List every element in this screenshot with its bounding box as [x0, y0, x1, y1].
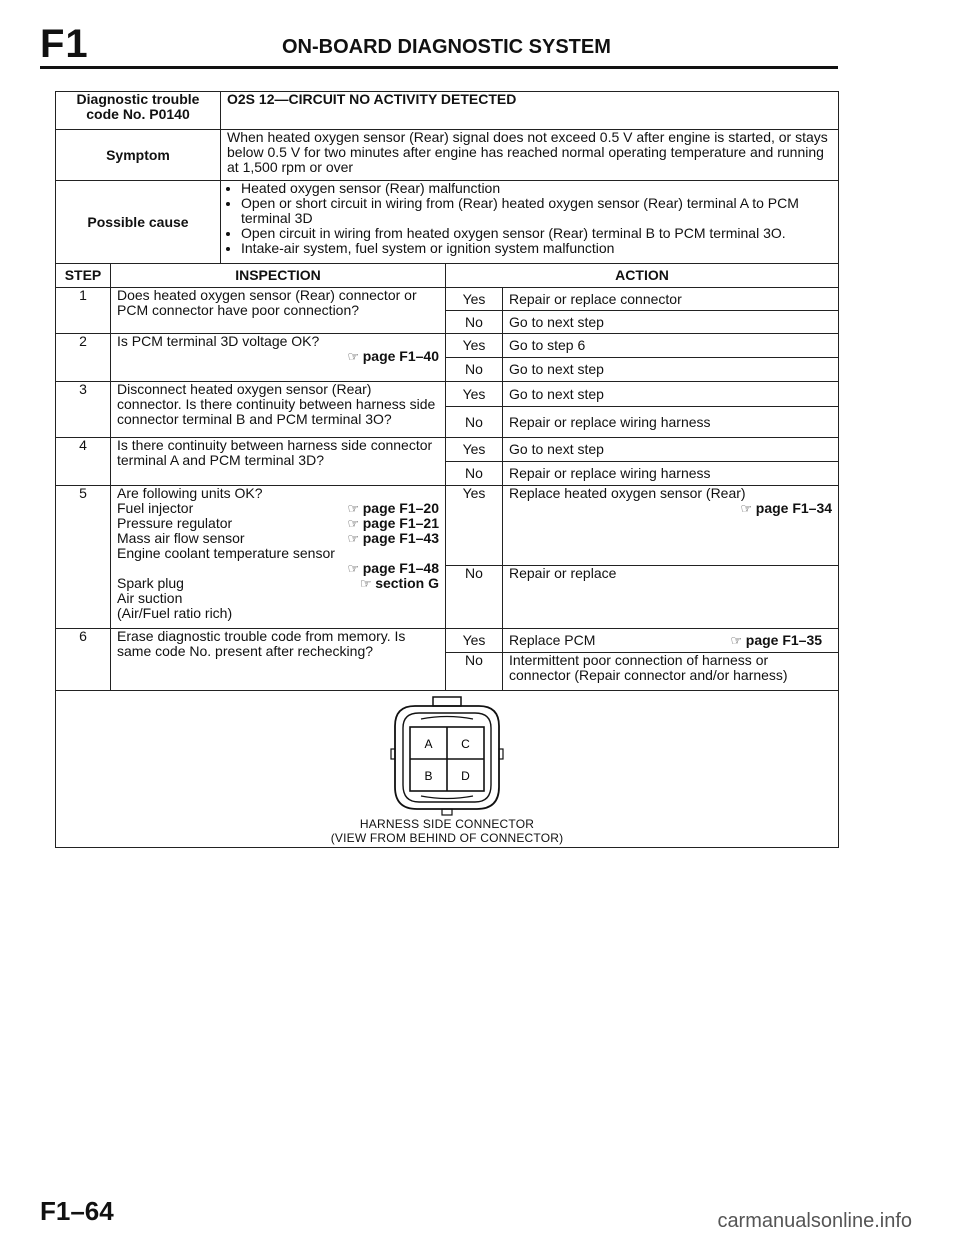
terminal-label: A	[424, 737, 433, 751]
step-inspection: Is there continuity between harness side connector terminal A and PCM terminal 3D?	[111, 438, 446, 486]
no-action: Repair or replace wiring harness	[503, 407, 839, 438]
col-action: ACTION	[446, 264, 839, 288]
page-ref: ☞ page F1–34	[740, 500, 832, 516]
terminal-label: D	[461, 769, 470, 783]
page-ref: ☞ page F1–35	[730, 633, 822, 648]
yes-label: Yes	[446, 382, 503, 407]
diagnostic-table	[55, 91, 839, 848]
terminal-label: C	[461, 737, 470, 751]
no-action: Repair or replace wiring harness	[503, 462, 839, 486]
cause-label: Possible cause	[56, 181, 221, 264]
step-number: 1	[56, 288, 111, 334]
no-action: Intermittent poor connection of harness or connector (Repair connector and/or harness)	[503, 653, 839, 691]
col-step: STEP	[56, 264, 111, 288]
no-action: Go to next step	[503, 358, 839, 382]
step-inspection-cell	[111, 486, 446, 629]
step-inspection: Erase diagnostic trouble code from memory. Is same code No. present after rechecking?	[111, 629, 446, 691]
yes-action: Go to next step	[503, 438, 839, 462]
yes-action: Go to next step	[503, 382, 839, 407]
col-inspection: INSPECTION	[111, 264, 446, 288]
step-inspection: Is PCM terminal 3D voltage OK?	[117, 333, 320, 349]
page-title: ON-BOARD DIAGNOSTIC SYSTEM	[282, 36, 611, 58]
connector-diagram-icon	[377, 695, 517, 817]
page-ref: ☞ page F1–20	[347, 501, 439, 516]
unit-name: Air suction	[117, 590, 183, 606]
cause-item: • Open or short circuit in wiring from (Rear) heated oxygen sensor (Rear) terminal A to PCM terminal 3D	[241, 196, 832, 226]
connector-cell	[56, 691, 839, 848]
step-number: 3	[56, 382, 111, 438]
header-rule	[40, 66, 838, 69]
symptom-text: When heated oxygen sensor (Rear) signal does not exceed 0.5 V after engine is started, or stays below 0.5 V for two minutes after engine has reached normal operating temperature and running at 1,500 rpm or over	[221, 130, 839, 181]
unit-name: (Air/Fuel ratio rich)	[117, 605, 233, 621]
unit-row	[117, 576, 439, 591]
step-inspection-cell	[111, 334, 446, 382]
cause-cell	[221, 181, 839, 264]
yes-label: Yes	[446, 438, 503, 462]
cause-item: • Intake-air system, fuel system or ignition system malfunction	[241, 241, 832, 256]
yes-action: Replace heated oxygen sensor (Rear)	[509, 485, 746, 501]
yes-action: Go to step 6	[503, 334, 839, 358]
connector-caption: HARNESS SIDE CONNECTOR	[359, 817, 535, 831]
connector-caption: (VIEW FROM BEHIND OF CONNECTOR)	[330, 831, 564, 845]
no-label: No	[446, 653, 503, 691]
no-label: No	[446, 311, 503, 334]
dtc-label: Diagnostic trouble code No. P0140	[56, 92, 221, 130]
symptom-label: Symptom	[56, 130, 221, 181]
no-label: No	[446, 566, 503, 629]
unit-row	[117, 531, 439, 546]
no-action: Go to next step	[503, 311, 839, 334]
step-number: 4	[56, 438, 111, 486]
yes-action: Repair or replace connector	[503, 288, 839, 311]
unit-name: Engine coolant temperature sensor	[117, 545, 335, 561]
watermark: carmanualsonline.info	[717, 1210, 912, 1232]
section-code: F1	[40, 22, 89, 66]
yes-label: Yes	[446, 486, 503, 566]
terminal-label: B	[424, 769, 433, 783]
page-ref: ☞ page F1–40	[347, 348, 439, 364]
step-inspection: Are following units OK?	[117, 485, 263, 501]
unit-row	[117, 501, 439, 516]
page-ref: ☞ page F1–48	[347, 560, 439, 576]
yes-action: Replace PCM	[509, 632, 596, 648]
step-number: 6	[56, 629, 111, 691]
cause-item: • Open circuit in wiring from heated oxygen sensor (Rear) terminal B to PCM terminal 3O.	[241, 226, 832, 241]
yes-label: Yes	[446, 334, 503, 358]
page-ref: ☞ page F1–43	[347, 531, 439, 546]
unit-name: Fuel injector	[117, 500, 194, 516]
yes-action-cell	[503, 629, 839, 653]
yes-label: Yes	[446, 288, 503, 311]
step-inspection: Does heated oxygen sensor (Rear) connector or PCM connector have poor connection?	[111, 288, 446, 334]
unit-name: Pressure regulator	[117, 515, 233, 531]
yes-label: Yes	[446, 629, 503, 653]
page-number: F1–64	[40, 1196, 114, 1226]
page-ref: ☞ page F1–21	[347, 516, 439, 531]
unit-name: Mass air flow sensor	[117, 530, 245, 546]
step-number: 2	[56, 334, 111, 382]
step-inspection: Disconnect heated oxygen sensor (Rear) connector. Is there continuity between harness side connector terminal B and PCM terminal 3O?	[111, 382, 446, 438]
cause-item: • Heated oxygen sensor (Rear) malfunction	[241, 181, 832, 196]
no-action: Repair or replace	[503, 566, 839, 629]
no-label: No	[446, 358, 503, 382]
step-number: 5	[56, 486, 111, 629]
cause-list	[227, 181, 832, 256]
dtc-value: O2S 12—CIRCUIT NO ACTIVITY DETECTED	[221, 92, 839, 130]
no-label: No	[446, 462, 503, 486]
no-label: No	[446, 407, 503, 438]
yes-action-cell	[503, 486, 839, 566]
unit-row	[117, 516, 439, 531]
page-ref: ☞ section G	[360, 576, 439, 591]
unit-name: Spark plug	[117, 575, 184, 591]
